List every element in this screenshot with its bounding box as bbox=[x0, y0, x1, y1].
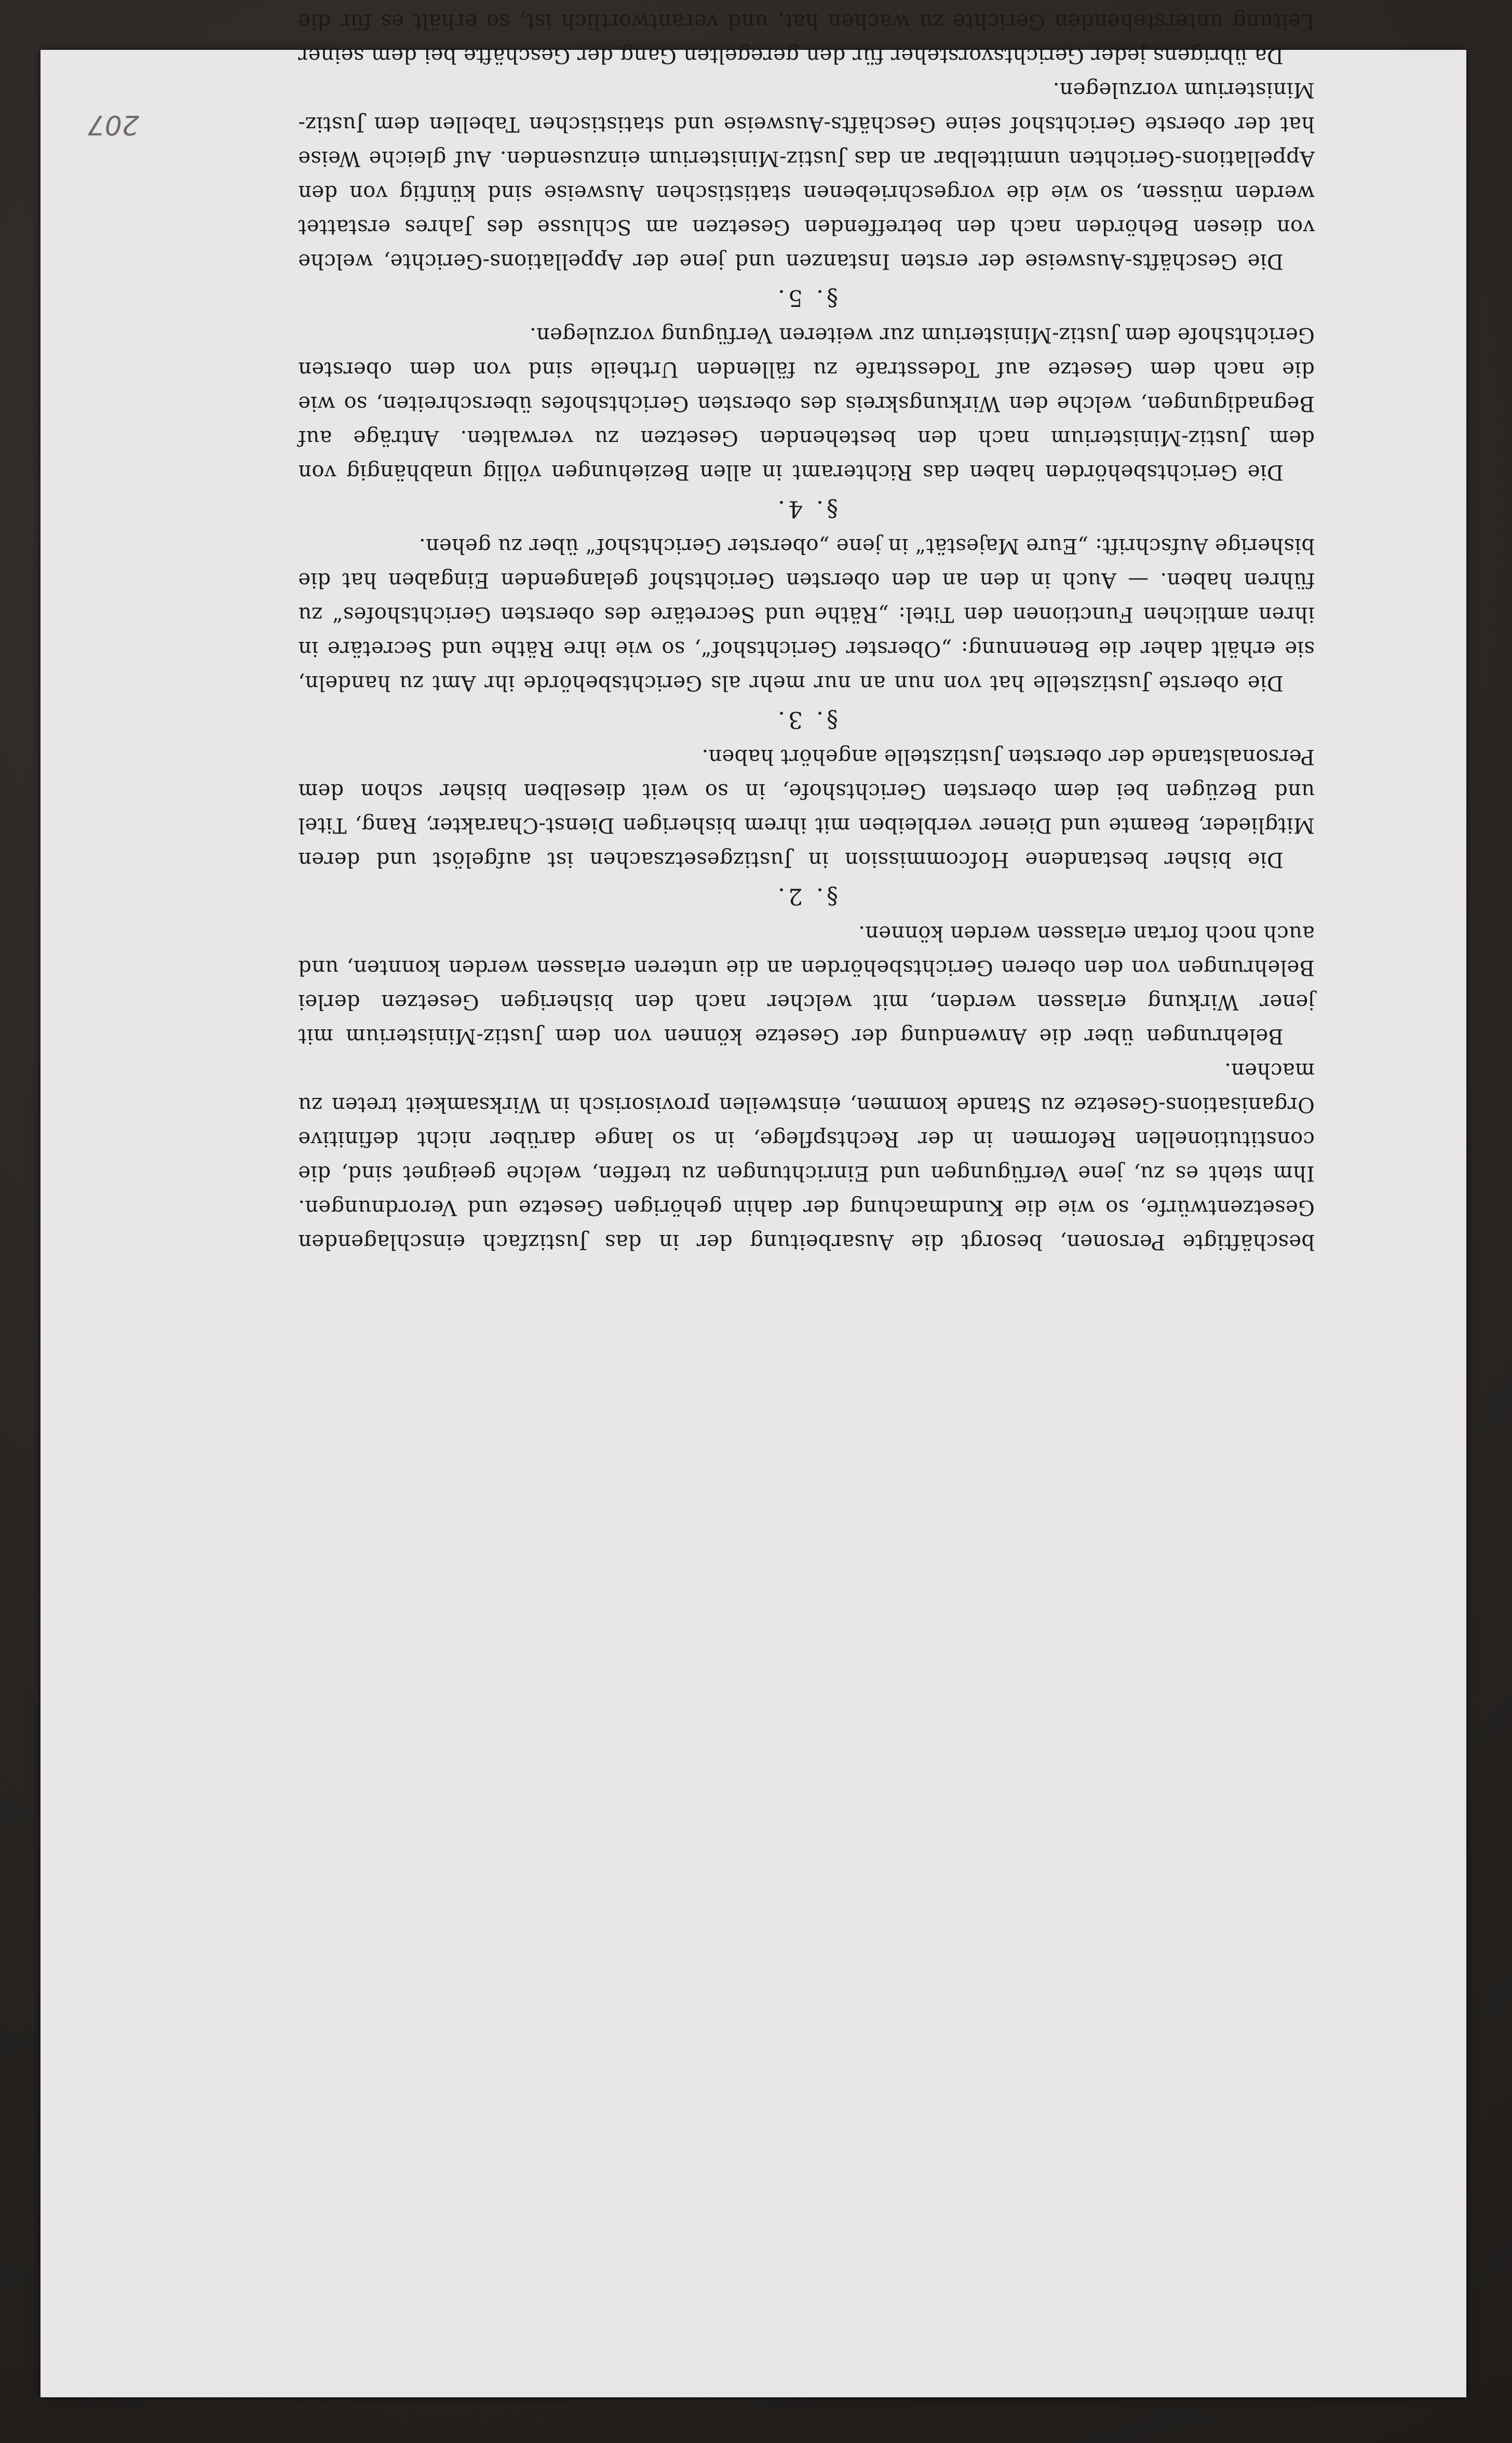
document-sheet bbox=[40, 9, 1466, 2397]
section-heading-5: §. 5. bbox=[775, 285, 838, 311]
paragraph-section-5a: Die Geschäfts-Ausweise der ersten Instanzen und jene der Appellations-Gerichte, welche von diesen Behörden nach den betreffenden Gesetzen am Schlusse des Jahres erstattet werden müssen, so wie die vorgeschriebenen statistischen Ausweise sind künftig von den Appellations-Gerichten unmittelbar an das Justiz-Ministerium einzusenden. Auf gleiche Weise hat der oberste Gerichtshof seine Geschäfts-Ausweise und statistischen Tabellen dem Justiz-Ministerium vorzulegen. bbox=[298, 78, 1315, 273]
printed-text-block bbox=[298, 0, 1315, 1259]
pencil-page-number: 207 bbox=[87, 109, 139, 140]
paragraph-section-5b: Da übrigens jeder Gerichtsvorsteher für den geregelten Gang der Geschäfte bei dem seiner Leitung unterstehenden Gerichte zu wachen hat, und verantwortlich ist, so erhält es für die bbox=[298, 9, 1315, 68]
sheet-content-rotated bbox=[40, 9, 1466, 2397]
paragraph-section-2: Die bisher bestandene Hofcommission in Justizgesetzsachen ist aufgelöst und deren Mitglieder, Beamte und Diener verbleiben mit ihrem bisherigen Dienst-Charakter, Rang, Titel und Bezügen bei dem obersten Gerichtshofe, in so weit dieselben bisher schon dem Personalstande der obersten Justizstelle angehört haben. bbox=[298, 745, 1315, 871]
paragraph-section-3: Die oberste Justizstelle hat von nun an nur mehr als Gerichtsbehörde ihr Amt zu handeln, sie erhält daher die Benennung: „Oberster Gerichtshof“, so wie ihre Räthe und Secretäre in ihren amtlichen Functionen den Titel: „Räthe und Secretäre des obersten Gerichtshofes“ zu führen haben. — Auch in den an den obersten Gerichtshof gelangenden Eingaben hat die bisherige Aufschrift: „Eure Majestät“ in jene „oberster Gerichtshof“ über zu gehen. bbox=[298, 534, 1315, 695]
paragraph-belehrungen: Belehrungen über die Anwendung der Gesetze können von dem Justiz-Ministerium mit jener Wirkung erlassen werden, mit welcher nach den bisherigen Gesetzen derlei Belehrungen von den oberen Gerichtsbehörden an die unteren erlassen werden konnten, und auch noch fortan erlassen werden können. bbox=[298, 921, 1315, 1048]
paragraph-intro: beschäftigte Personen, besorgt die Ausarbeitung der in das Justizfach einschlagenden Gesetzentwürfe, so wie die Kundmachung der dahin gehörigen Gesetze und Verordnungen. Ihm steht es zu, jene Verfügungen und Einrichtungen zu treffen, welche geeignet sind, die constitutionellen Reformen in der Rechtspflege, in so lange darüber nicht definitive Organisations-Gesetze zu Stande kommen, einstweilen provisorisch in Wirksamkeit treten zu machen. bbox=[298, 1058, 1315, 1254]
section-heading-4: §. 4. bbox=[775, 495, 838, 522]
section-heading-3: §. 3. bbox=[775, 706, 838, 733]
paragraph-section-4: Die Gerichtsbehörden haben das Richteramt in allen Beziehungen völlig unabhängig von dem Justiz-Ministerium nach den bestehenden Gesetzen zu verwalten. Anträge auf Begnadigungen, welche den Wirkungskreis des obersten Gerichtshofes überschreiten, so wie die nach dem Gesetze auf Todesstrafe zu fällenden Urtheile sind von dem obersten Gerichtshofe dem Justiz-Ministerium zur weiteren Verfügung vorzulegen. bbox=[298, 323, 1315, 484]
section-heading-2: §. 2. bbox=[775, 883, 838, 909]
